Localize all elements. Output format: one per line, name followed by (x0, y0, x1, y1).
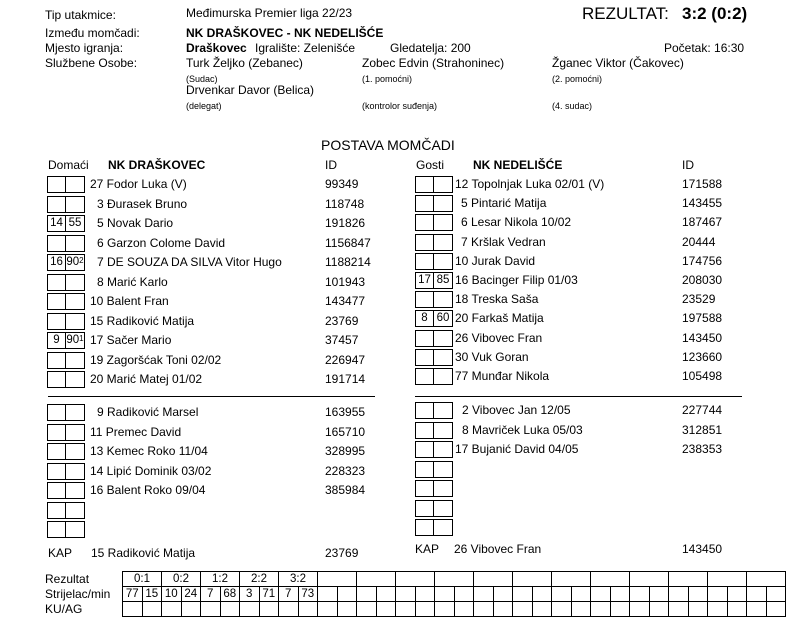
starter-id: 187467 (682, 215, 723, 230)
starter-box-1 (415, 253, 434, 270)
scorer-cell-empty (435, 587, 455, 602)
starter-box-2 (434, 176, 453, 193)
starter-box-1: 17 (415, 272, 434, 289)
card-cell-empty (669, 602, 689, 617)
away-captain-label: KAP (415, 542, 440, 556)
sub-id: 238353 (682, 442, 723, 456)
delegate-name: Drvenkar Davor (Belica) (186, 83, 315, 97)
sub-box-2 (66, 502, 85, 519)
starter-name: 3 Đurasek Bruno (97, 196, 188, 211)
starter-id: 23769 (325, 313, 359, 328)
scorer-cell-empty (610, 587, 630, 602)
scorer-cell: 73 (298, 587, 318, 602)
score-cell: 1:2 (201, 572, 240, 587)
referee-name: Turk Željko (Zebanec) (186, 56, 303, 70)
card-cell-empty (279, 602, 299, 617)
card-cell-empty (318, 602, 338, 617)
starter-box-2-sup: 1 (79, 334, 84, 343)
scorer-cell: 68 (220, 587, 240, 602)
starter-name: 77 Munđar Nikola (455, 369, 550, 383)
home-team-name: NK DRAŠKOVEC (108, 158, 206, 172)
card-cell-empty (532, 602, 552, 617)
starter-name: 10 Jurak David (455, 253, 536, 268)
card-cell-empty (240, 602, 260, 617)
card-cell-empty (415, 602, 435, 617)
score-cell-empty (357, 572, 396, 587)
scorer-cell-empty (532, 587, 552, 602)
score-cell-empty (318, 572, 357, 587)
home-id-header: ID (325, 158, 337, 172)
sub-box-2 (434, 500, 453, 517)
card-cell-empty (552, 602, 572, 617)
sub-box-1 (415, 441, 434, 458)
scorer-cell-empty (571, 587, 591, 602)
scorer-cell-empty (552, 587, 572, 602)
starter-id: 1188214 (325, 255, 371, 269)
starter-box-1: 16 (47, 254, 66, 271)
starter-name: 20 Farkaš Matija (455, 311, 544, 326)
sub-box-2 (434, 461, 453, 478)
sub-box-2 (434, 402, 453, 419)
starter-box-2 (434, 291, 453, 308)
match-type-label: Tip utakmice: (45, 8, 116, 22)
officials-label: Službene Osobe: (45, 56, 138, 70)
starter-box-1 (415, 368, 434, 385)
starter-box-1 (415, 291, 434, 308)
card-cell-empty (493, 602, 513, 617)
starter-box-1 (47, 293, 66, 310)
score-cell-empty (630, 572, 669, 587)
starter-box-2 (66, 176, 85, 193)
starter-id: 20444 (682, 234, 716, 249)
scorer-cell: 7 (279, 587, 299, 602)
sub-box-1 (47, 463, 66, 480)
starter-id: 118748 (325, 196, 365, 211)
card-cell-empty (396, 602, 416, 617)
sub-id: 312851 (682, 422, 723, 437)
starter-id: 99349 (325, 177, 359, 191)
scorer-cell-empty (727, 587, 747, 602)
starter-box-2 (434, 349, 453, 366)
card-cell-empty (630, 602, 650, 617)
starter-id: 143477 (325, 294, 366, 308)
score-cell-empty (591, 572, 630, 587)
scorer-cell: 71 (259, 587, 279, 602)
spectators: Gledatelja: 200 (390, 41, 471, 55)
sub-name: 13 Kemec Roko 11/04 (90, 444, 208, 458)
card-cell-empty (201, 602, 221, 617)
sub-box-1 (47, 502, 66, 519)
starter-box-2-value: 85 (436, 274, 450, 286)
starter-box-2 (434, 368, 453, 385)
card-cell-empty (357, 602, 377, 617)
sub-box-2 (434, 519, 453, 536)
starter-box-1 (415, 214, 434, 231)
assistant1-name: Zobec Edvin (Strahoninec) (362, 56, 505, 70)
starter-box-1: 14 (47, 215, 66, 232)
venue-label: Mjesto igranja: (45, 41, 124, 55)
lineup-title: POSTAVA MOMČADI (321, 137, 455, 153)
home-divider (48, 396, 375, 397)
sub-id: 165710 (325, 424, 366, 439)
starter-id: 171588 (682, 177, 723, 191)
scorer-cell-empty (766, 587, 786, 602)
home-side-label: Domaći (48, 158, 89, 172)
away-id-header: ID (682, 158, 694, 172)
match-teams: NK DRAŠKOVEC - NK NEDELIŠĆE (186, 26, 384, 40)
starter-name: 5 Novak Dario (97, 216, 174, 230)
starter-name: 27 Fodor Luka (V) (90, 177, 187, 191)
sub-box-2 (66, 463, 85, 480)
starter-id: 197588 (682, 311, 723, 326)
card-cell-empty (649, 602, 669, 617)
score-cell-empty (435, 572, 474, 587)
card-cell-empty (708, 602, 728, 617)
card-cell-empty (162, 602, 182, 617)
starter-box-2 (66, 254, 85, 271)
starter-id: 143455 (682, 196, 723, 211)
sub-name: 17 Bujanić David 04/05 (455, 442, 579, 456)
fourth-official-role: (4. sudac) (552, 101, 593, 111)
away-captain-id: 143450 (682, 542, 723, 556)
card-cell-empty (591, 602, 611, 617)
starter-box-2 (66, 352, 85, 369)
sub-box-1 (47, 521, 66, 538)
starter-name: 17 Sačer Mario (90, 333, 172, 347)
card-cell-empty (747, 602, 767, 617)
starter-box-2 (66, 274, 85, 291)
scorer-cell-empty (396, 587, 416, 602)
score-cell-empty (747, 572, 786, 587)
starter-name: 26 Vibovec Fran (455, 330, 543, 345)
scorer-cell-empty (747, 587, 767, 602)
starter-box-2 (66, 215, 85, 232)
sub-box-1 (415, 402, 434, 419)
scorer-cell-empty (630, 587, 650, 602)
scorer-cell-empty (688, 587, 708, 602)
score-cell-empty (552, 572, 591, 587)
card-cell-empty (123, 602, 143, 617)
assistant2-role: (2. pomoćni) (552, 74, 603, 84)
starter-id: 101943 (325, 274, 366, 289)
score-cell-empty (396, 572, 435, 587)
starter-name: 19 Zagoršćak Toni 02/02 (90, 352, 222, 367)
away-captain-name: 26 Vibovec Fran (454, 542, 542, 556)
starter-box-1 (47, 352, 66, 369)
score-cell: 0:1 (123, 572, 162, 587)
starter-id: 191714 (325, 372, 366, 386)
controller-role: (kontrolor suđenja) (362, 101, 438, 111)
sub-box-2 (66, 424, 85, 441)
scorer-cell-empty (513, 587, 533, 602)
sub-box-1 (415, 461, 434, 478)
card-cell-empty (688, 602, 708, 617)
scorer-cell: 10 (162, 587, 182, 602)
venue-city: Draškovec (186, 41, 247, 55)
scorer-row-label: Strijelac/min (45, 587, 111, 601)
starter-box-2 (66, 332, 85, 349)
scorer-cell-empty (337, 587, 357, 602)
sub-box-2 (434, 422, 453, 439)
scorer-cell-empty (454, 587, 474, 602)
starter-name: 20 Marić Matej 01/02 (90, 372, 203, 386)
sub-id: 228323 (325, 463, 366, 478)
starter-box-1 (47, 196, 66, 213)
sub-box-2 (66, 443, 85, 460)
scorer-cell-empty (493, 587, 513, 602)
sub-name: 11 Premec David (90, 424, 182, 439)
starter-id: 208030 (682, 273, 723, 287)
scorer-cell-empty (415, 587, 435, 602)
starter-name: 30 Vuk Goran (455, 349, 529, 364)
starter-box-2 (434, 272, 453, 289)
card-cell-empty (454, 602, 474, 617)
sub-box-1 (415, 500, 434, 517)
scorer-cell-empty (376, 587, 396, 602)
scorer-cell: 24 (181, 587, 201, 602)
card-cell-empty (142, 602, 162, 617)
starter-box-1 (47, 274, 66, 291)
starter-box-2 (434, 253, 453, 270)
starter-box-1 (415, 176, 434, 193)
starter-box-1 (415, 349, 434, 366)
score-cell-empty (474, 572, 513, 587)
assistant1-role: (1. pomoćni) (362, 74, 413, 84)
card-cell-empty (727, 602, 747, 617)
sub-box-1 (47, 443, 66, 460)
starter-box-1: 9 (47, 332, 66, 349)
starter-name: 5 Pintarić Matija (461, 196, 547, 211)
starter-box-2 (66, 196, 85, 213)
starter-box-2-value: 90 (66, 334, 80, 346)
starter-name: 18 Treska Saša (455, 292, 539, 307)
sub-box-1 (415, 422, 434, 439)
away-team-name: NK NEDELIŠĆE (473, 158, 563, 172)
sub-box-1 (47, 482, 66, 499)
starter-id: 226947 (325, 352, 366, 367)
starter-name: 8 Marić Karlo (97, 274, 168, 289)
kickoff-time: Početak: 16:30 (664, 41, 745, 55)
cards-row-label: KU/AG (45, 602, 83, 616)
sub-name: 8 Mavriček Luka 05/03 (462, 422, 583, 437)
starter-box-1 (415, 234, 434, 251)
starter-box-1 (47, 313, 66, 330)
card-cell-empty (220, 602, 240, 617)
scorer-cell-empty (474, 587, 494, 602)
card-cell-empty (259, 602, 279, 617)
scorer-cell-empty (649, 587, 669, 602)
score-table (122, 571, 786, 617)
delegate-role: (delegat) (186, 101, 222, 111)
starter-box-2 (434, 214, 453, 231)
referee-role: (Sudac) (186, 74, 218, 84)
starter-name: 6 Lesar Nikola 10/02 (461, 215, 572, 230)
score-row-label: Rezultat (45, 572, 90, 586)
starter-name: 7 DE SOUZA DA SILVA Vitor Hugo (97, 255, 282, 269)
away-side-label: Gosti (416, 158, 445, 172)
starter-box-2-sup: 2 (79, 256, 84, 265)
starter-id: 105498 (682, 369, 723, 383)
starter-box-1 (415, 330, 434, 347)
card-cell-empty (376, 602, 396, 617)
sub-box-2 (66, 521, 85, 538)
starter-box-2 (434, 234, 453, 251)
starter-box-2 (434, 310, 453, 327)
starter-box-2-value: 60 (436, 312, 450, 325)
scorer-cell: 77 (123, 587, 143, 602)
score-cell: 3:2 (279, 572, 318, 587)
teams-label: Između momčadi: (45, 26, 140, 40)
starter-box-1 (47, 371, 66, 388)
scorer-cell: 15 (142, 587, 162, 602)
score-cell-empty (669, 572, 708, 587)
card-cell-empty (610, 602, 630, 617)
card-cell-empty (474, 602, 494, 617)
starter-id: 23529 (682, 292, 716, 307)
sub-name: 16 Balent Roko 09/04 (90, 483, 206, 497)
home-captain-name: 15 Radiković Matija (91, 546, 196, 560)
starter-id: 174756 (682, 253, 723, 268)
sub-id: 328995 (325, 444, 366, 458)
starter-name: 16 Bacinger Filip 01/03 (455, 273, 578, 287)
sub-box-1 (47, 404, 66, 421)
sub-name: 2 Vibovec Jan 12/05 (462, 403, 571, 417)
card-cell-empty (571, 602, 591, 617)
sub-id: 163955 (325, 405, 366, 419)
starter-name: 7 Kršlak Vedran (461, 234, 546, 249)
sub-id: 227744 (682, 403, 723, 417)
sub-box-2 (66, 404, 85, 421)
starter-box-2 (66, 371, 85, 388)
assistant2-name: Žganec Viktor (Čakovec) (552, 56, 684, 70)
card-cell-empty (766, 602, 786, 617)
scorer-cell-empty (591, 587, 611, 602)
scorer-cell-empty (708, 587, 728, 602)
score-cell-empty (513, 572, 552, 587)
starter-id: 37457 (325, 333, 359, 347)
home-captain-label: KAP (48, 546, 73, 560)
result-value: 3:2 (0:2) (682, 4, 748, 23)
starter-box-1 (415, 195, 434, 212)
starter-box-2 (434, 330, 453, 347)
result-label: REZULTAT: (582, 4, 669, 23)
starter-box-1 (47, 176, 66, 193)
sub-box-1 (415, 519, 434, 536)
starter-name: 6 Garzon Colome David (97, 235, 226, 250)
sub-box-1 (415, 480, 434, 497)
scorer-cell: 3 (240, 587, 260, 602)
starter-id: 1156847 (325, 235, 371, 250)
card-cell-empty (337, 602, 357, 617)
sub-name: 9 Radiković Marsel (97, 405, 199, 419)
starter-box-2-value: 55 (68, 217, 82, 229)
match-type-value: Međimurska Premier liga 22/23 (186, 6, 353, 20)
sub-box-1 (47, 424, 66, 441)
starter-box-1: 8 (415, 310, 434, 327)
starter-id: 191826 (325, 216, 366, 230)
starter-box-2-value: 90 (66, 256, 80, 268)
starter-name: 15 Radiković Matija (90, 313, 195, 328)
starter-name: 10 Balent Fran (90, 294, 169, 308)
sub-id: 385984 (325, 483, 366, 497)
score-cell: 0:2 (162, 572, 201, 587)
scorer-cell-empty (357, 587, 377, 602)
sub-name: 14 Lipić Dominik 03/02 (90, 463, 212, 478)
starter-box-2 (66, 235, 85, 252)
card-cell-empty (181, 602, 201, 617)
scorer-cell-empty (318, 587, 338, 602)
sub-box-2 (434, 480, 453, 497)
card-cell-empty (298, 602, 318, 617)
card-cell-empty (513, 602, 533, 617)
scorer-cell: 7 (201, 587, 221, 602)
score-cell-empty (708, 572, 747, 587)
sub-box-2 (434, 441, 453, 458)
starter-box-2 (434, 195, 453, 212)
card-cell-empty (435, 602, 455, 617)
away-divider (415, 396, 742, 397)
scorer-cell-empty (669, 587, 689, 602)
starter-id: 123660 (682, 349, 723, 364)
score-cell: 2:2 (240, 572, 279, 587)
starter-box-2 (66, 313, 85, 330)
starter-box-2 (66, 293, 85, 310)
sub-box-2 (66, 482, 85, 499)
venue-ground: Igralište: Zelenišće (255, 41, 356, 55)
starter-name: 12 Topolnjak Luka 02/01 (V) (455, 177, 605, 191)
starter-id: 143450 (682, 330, 723, 345)
starter-box-1 (47, 235, 66, 252)
home-captain-id: 23769 (325, 546, 359, 560)
